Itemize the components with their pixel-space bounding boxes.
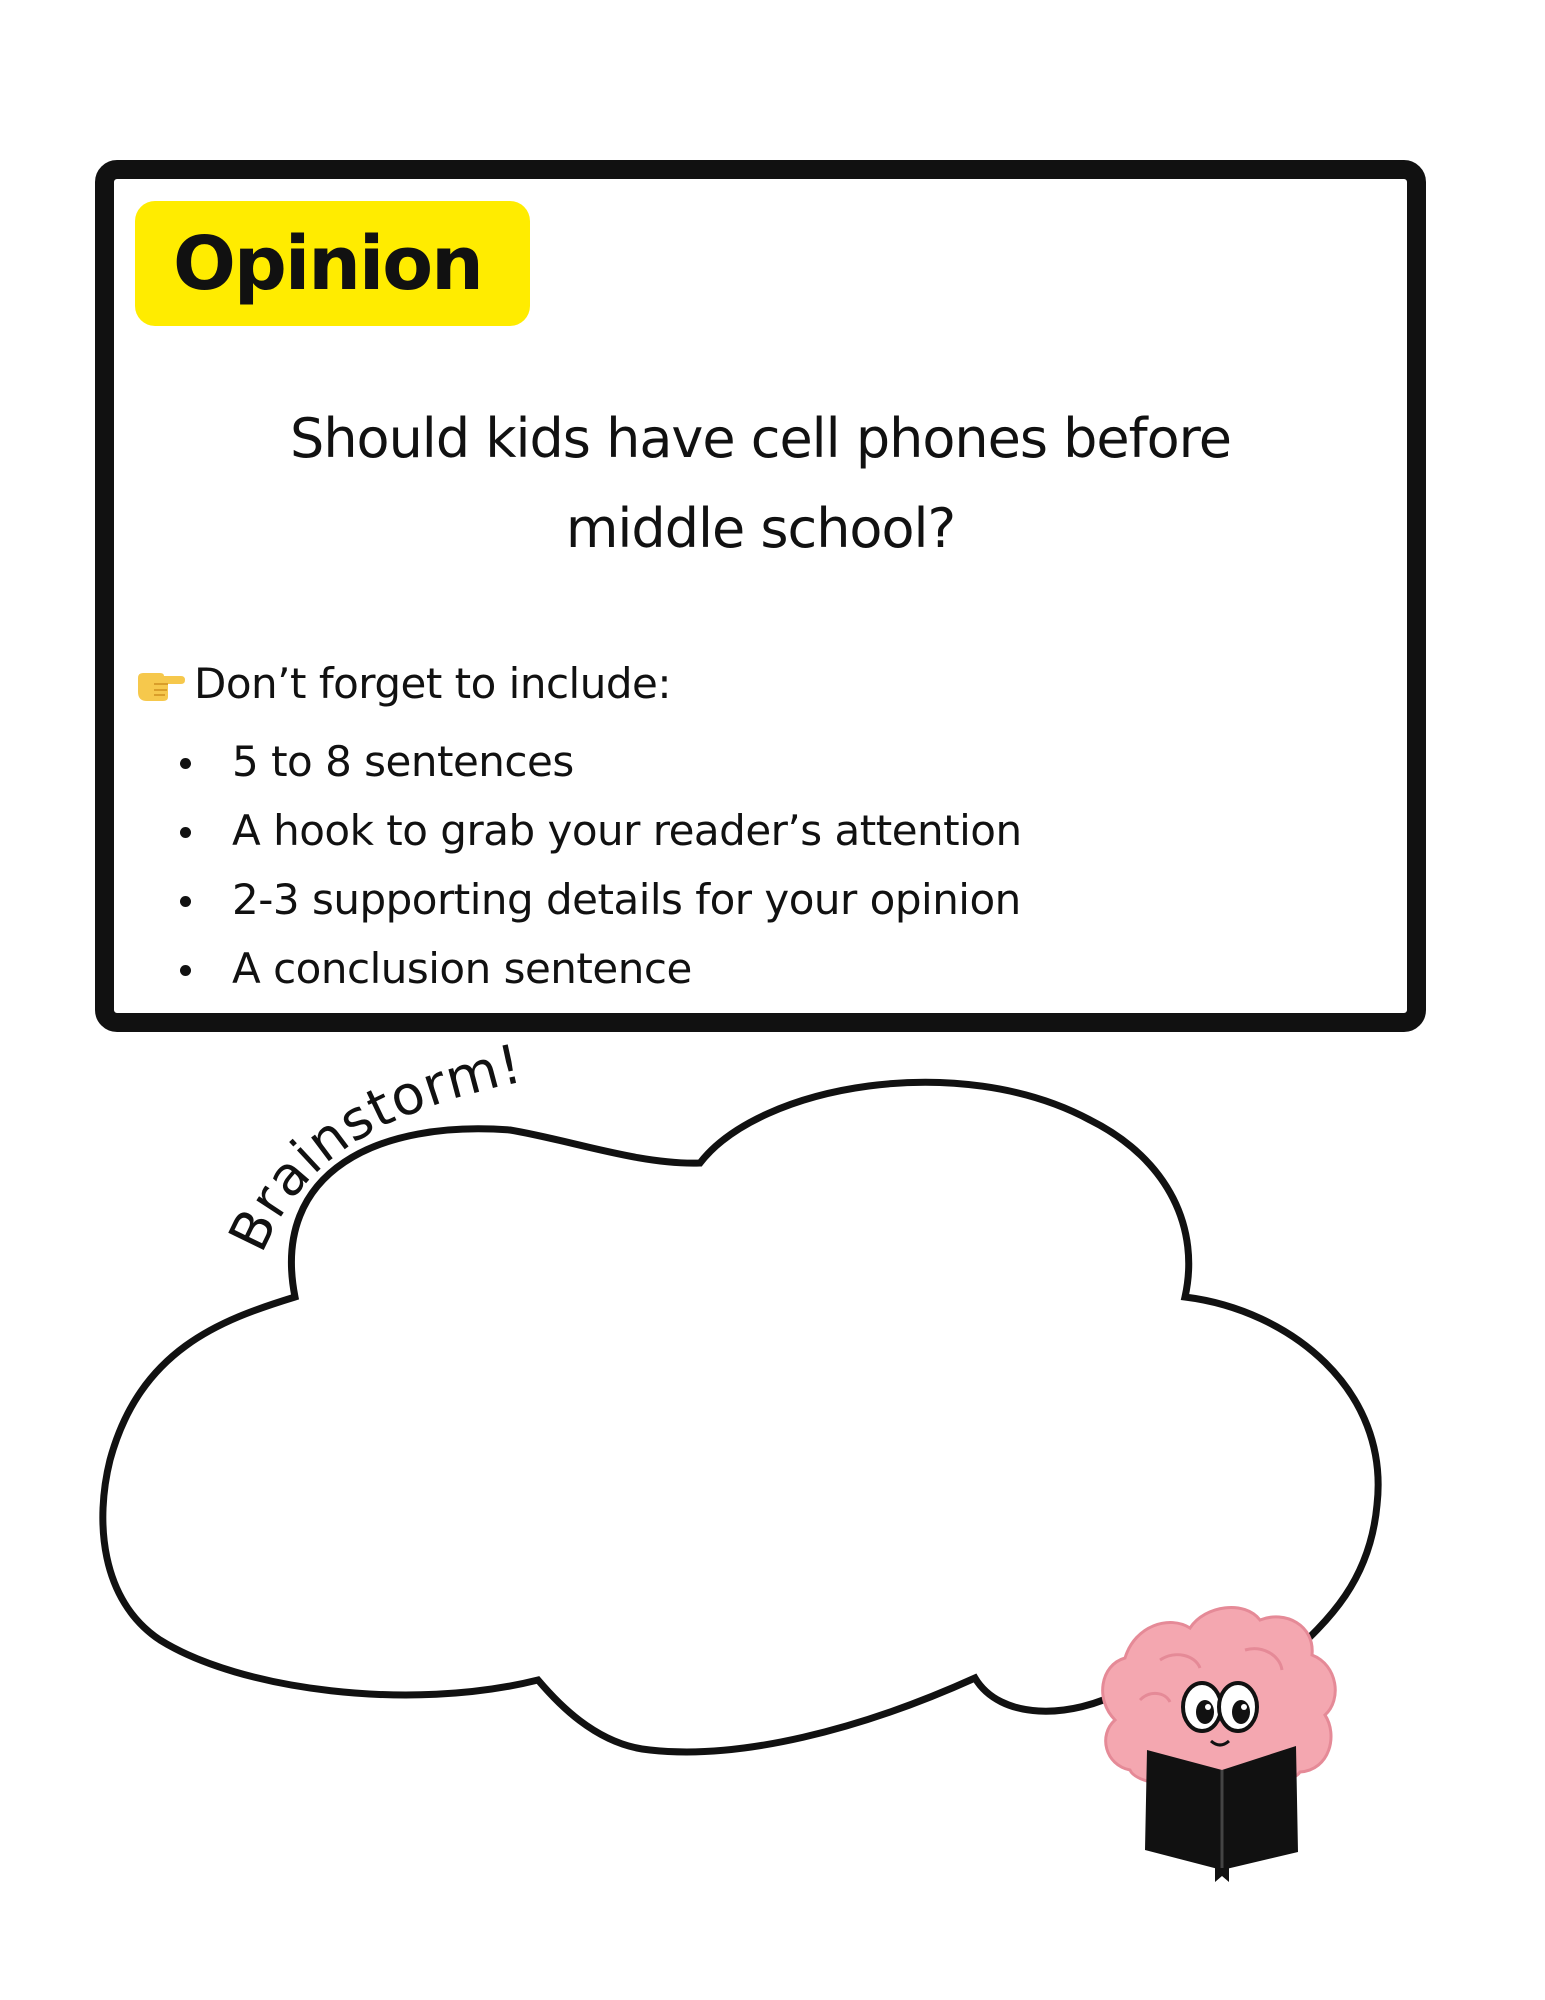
checklist-item: 5 to 8 sentences — [180, 727, 1022, 796]
checklist-item: 2-3 supporting details for your opinion — [180, 865, 1022, 934]
prompt-line-1: Should kids have cell phones before — [290, 407, 1231, 470]
brain-reading-book-icon — [1103, 1608, 1336, 1882]
reminder-label: Don’t forget to include: — [194, 659, 671, 708]
prompt-line-2: middle school? — [565, 497, 956, 560]
checklist-item: A conclusion sentence — [180, 934, 1022, 1003]
genre-label: Opinion — [173, 220, 482, 307]
checklist-item: A hook to grab your reader’s attention — [180, 796, 1022, 865]
brainstorm-label: Brainstorm! — [216, 1032, 528, 1261]
